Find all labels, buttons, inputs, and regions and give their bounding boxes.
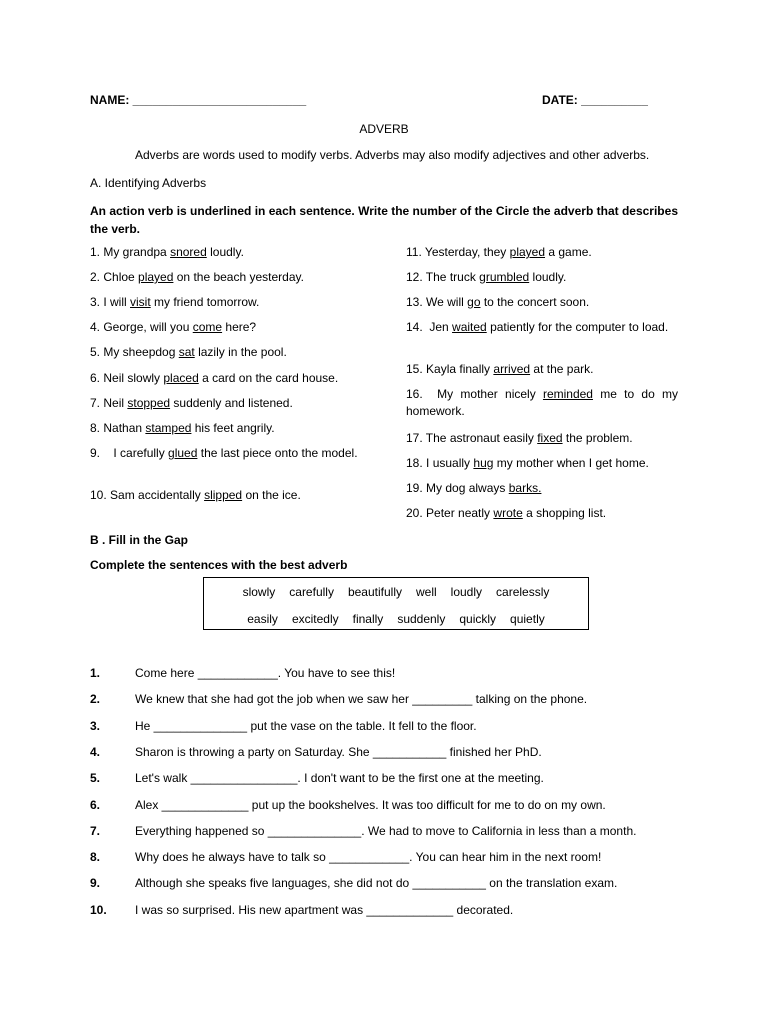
fill-sentence-number: 2.: [90, 692, 101, 707]
item-text-before: Chloe: [100, 270, 139, 284]
fill-sentence-number: 10.: [90, 902, 107, 917]
word-bank-word: easily: [247, 612, 278, 626]
item-text-before: Sam accidentally: [106, 488, 205, 502]
word-bank-word: finally: [352, 612, 384, 626]
item-text-before: We will: [422, 295, 468, 309]
item-text-after: patiently for the computer to load.: [486, 320, 669, 334]
item-number: 9.: [90, 446, 101, 460]
fill-sentence-text[interactable]: Come here ____________. You have to see this!: [135, 666, 396, 680]
fill-sentence-number: 4.: [90, 744, 101, 759]
underlined-verb: played: [138, 270, 174, 284]
sentence-item: [90, 244, 362, 261]
underlined-verb: visit: [130, 295, 151, 309]
word-bank-word: excitedly: [291, 612, 339, 626]
underlined-verb: placed: [163, 371, 199, 385]
item-text-before: I carefully: [100, 446, 169, 460]
item-text-before: My sheepdog: [100, 345, 179, 359]
fill-sentence-number: 3.: [90, 718, 101, 733]
sentence-item: [90, 487, 362, 504]
fill-sentence-text[interactable]: Sharon is throwing a party on Saturday. She ___________ finished her PhD.: [135, 744, 542, 759]
item-number: 3.: [90, 295, 101, 309]
item-text-after: suddenly and listened.: [170, 396, 293, 410]
item-text-before: The truck: [422, 270, 480, 284]
item-number: 2.: [90, 270, 101, 284]
item-text-after: loudly.: [206, 245, 244, 259]
item-text-after: at the park.: [530, 362, 594, 376]
sentence-item: [406, 319, 678, 336]
underlined-verb: hug: [473, 456, 494, 470]
sentence-item: [90, 319, 362, 336]
item-number: 1.: [90, 245, 101, 259]
name-blank[interactable]: __________________________: [132, 93, 307, 107]
item-text-before: Nathan: [100, 421, 146, 435]
underlined-verb: reminded: [542, 387, 593, 401]
name-label: NAME:: [90, 93, 130, 107]
item-number: 18.: [406, 456, 423, 470]
word-bank-word: slowly: [242, 585, 276, 599]
item-text-after: a shopping list.: [522, 506, 607, 520]
underlined-verb: snored: [170, 245, 207, 259]
underlined-verb: wrote: [493, 506, 523, 520]
item-number: 10.: [90, 488, 107, 502]
word-bank-word: loudly: [450, 585, 483, 599]
item-text-before: Neil slowly: [100, 371, 164, 385]
word-bank: [203, 577, 589, 630]
date-line: [542, 93, 648, 107]
item-text-before: Neil: [100, 396, 128, 410]
fill-sentence-text[interactable]: We knew that she had got the job when we saw her _________ talking on the phone.: [135, 692, 588, 707]
word-bank-row-1: [204, 585, 588, 599]
item-number: 13.: [406, 295, 423, 309]
fill-sentence-number: 1.: [90, 666, 101, 680]
underlined-verb: go: [467, 295, 481, 309]
item-text-after: a game.: [545, 245, 592, 259]
item-text-before: The astronaut easily: [422, 431, 538, 445]
fill-sentence-number: 6.: [90, 797, 101, 812]
item-text-before: Peter neatly: [422, 506, 494, 520]
item-number: 6.: [90, 371, 101, 385]
sentence-item: [406, 386, 682, 420]
underlined-verb: glued: [168, 446, 198, 460]
word-bank-word: carelessly: [496, 585, 550, 599]
underlined-verb: stopped: [127, 396, 171, 410]
item-text-after: a card on the card house.: [198, 371, 339, 385]
item-text-after: the last piece onto the model.: [197, 446, 358, 460]
underlined-verb: slipped: [204, 488, 243, 502]
item-text-after: my friend tomorrow.: [150, 295, 260, 309]
item-text-before: I usually: [422, 456, 474, 470]
sentence-item: [406, 455, 678, 472]
underlined-verb: fixed: [537, 431, 563, 445]
fill-sentence-number: 8.: [90, 850, 101, 865]
fill-sentence-text[interactable]: Let's walk ________________. I don't want to be the first one at the meeting.: [135, 771, 544, 786]
item-number: 7.: [90, 396, 101, 410]
sentence-item: [90, 344, 362, 361]
fill-sentence-text[interactable]: I was so surprised. His new apartment was _____________ decorated.: [135, 902, 514, 917]
item-text-before: My mother nicely: [422, 387, 543, 401]
word-bank-word: quietly: [510, 612, 545, 626]
item-number: 16.: [406, 387, 423, 401]
item-number: 12.: [406, 270, 423, 284]
sentence-item: [90, 370, 362, 387]
item-number: 20.: [406, 506, 423, 520]
sentence-item: [406, 294, 678, 311]
underlined-verb: waited: [452, 320, 487, 334]
sentence-item: [406, 361, 678, 378]
underlined-verb: stamped: [145, 421, 192, 435]
item-text-after: his feet angrily.: [191, 421, 275, 435]
sentence-item: [406, 244, 678, 261]
item-number: 11.: [406, 245, 422, 259]
section-b-instruction: Complete the sentences with the best adverb: [90, 558, 348, 572]
underlined-verb: sat: [178, 345, 195, 359]
item-number: 19.: [406, 481, 423, 495]
sentence-item: [90, 395, 362, 412]
fill-sentence-number: 5.: [90, 771, 101, 786]
item-text-before: I will: [100, 295, 131, 309]
item-number: 17.: [406, 431, 423, 445]
item-text-after: on the ice.: [242, 488, 301, 502]
item-text-after: on the beach yesterday.: [173, 270, 304, 284]
intro-paragraph: Adverbs are words used to modify verbs. Adverbs may also modify adjectives and other adverbs.: [135, 148, 650, 162]
sentence-item: [406, 430, 678, 447]
page-title: ADVERB: [359, 122, 409, 136]
name-line: [90, 93, 306, 107]
sentence-item: [90, 294, 362, 311]
date-label: DATE:: [542, 93, 578, 107]
item-number: 5.: [90, 345, 101, 359]
word-bank-word: well: [416, 585, 437, 599]
item-text-before: My grandpa: [100, 245, 171, 259]
item-text-after: here?: [222, 320, 257, 334]
item-text-after: the problem.: [562, 431, 633, 445]
item-number: 8.: [90, 421, 101, 435]
sentence-item: [406, 505, 678, 522]
fill-sentence-number: 7.: [90, 823, 101, 838]
fill-sentence-text[interactable]: Why does he always have to talk so ____________. You can hear him in the next room!: [135, 850, 602, 865]
underlined-verb: played: [509, 245, 546, 259]
item-text-after: loudly.: [529, 270, 567, 284]
item-text-after: to the concert soon.: [480, 295, 590, 309]
fill-sentence-text[interactable]: Although she speaks five languages, she did not do ___________ on the translation exam.: [135, 876, 618, 891]
word-bank-row-2: [204, 612, 588, 626]
item-text-before: Kayla finally: [422, 362, 494, 376]
section-a-instruction: An action verb is underlined in each sentence. Write the number of the Circle the adverb that describes the verb.: [90, 204, 678, 236]
section-b-heading: B . Fill in the Gap: [90, 533, 189, 547]
item-number: 15.: [406, 362, 423, 376]
sentence-item: [90, 269, 362, 286]
item-number: 4.: [90, 320, 101, 334]
word-bank-word: beautifully: [347, 585, 402, 599]
sentence-item: [90, 445, 362, 462]
underlined-verb: arrived: [493, 362, 531, 376]
fill-sentence-number: 9.: [90, 876, 101, 891]
underlined-verb: come: [192, 320, 223, 334]
sentence-item: [90, 420, 362, 437]
item-text-before: George, will you: [100, 320, 193, 334]
item-number: 14.: [406, 320, 423, 334]
item-text-after: lazily in the pool.: [194, 345, 287, 359]
item-text-before: Yesterday, they: [421, 245, 510, 259]
underlined-verb: barks.: [508, 481, 542, 495]
fill-sentence-text[interactable]: Everything happened so ______________. We had to move to California in less than a month.: [135, 823, 637, 838]
sentence-item: [406, 269, 678, 286]
sentence-item: [406, 480, 678, 497]
item-text-after: me to do my homework.: [406, 387, 682, 418]
item-text-before: My dog always: [422, 481, 509, 495]
fill-sentence-text[interactable]: He ______________ put the vase on the table. It fell to the floor.: [135, 718, 477, 733]
section-a-heading: A. Identifying Adverbs: [90, 176, 207, 190]
item-text-before: Jen: [422, 320, 453, 334]
word-bank-word: suddenly: [397, 612, 446, 626]
underlined-verb: grumbled: [479, 270, 530, 284]
fill-sentence-text[interactable]: Alex _____________ put up the bookshelves. It was too difficult for me to do on my own.: [135, 797, 606, 812]
word-bank-word: quickly: [459, 612, 497, 626]
word-bank-word: carefully: [289, 585, 334, 599]
item-text-after: my mother when I get home.: [493, 456, 649, 470]
date-blank[interactable]: __________: [581, 93, 648, 107]
